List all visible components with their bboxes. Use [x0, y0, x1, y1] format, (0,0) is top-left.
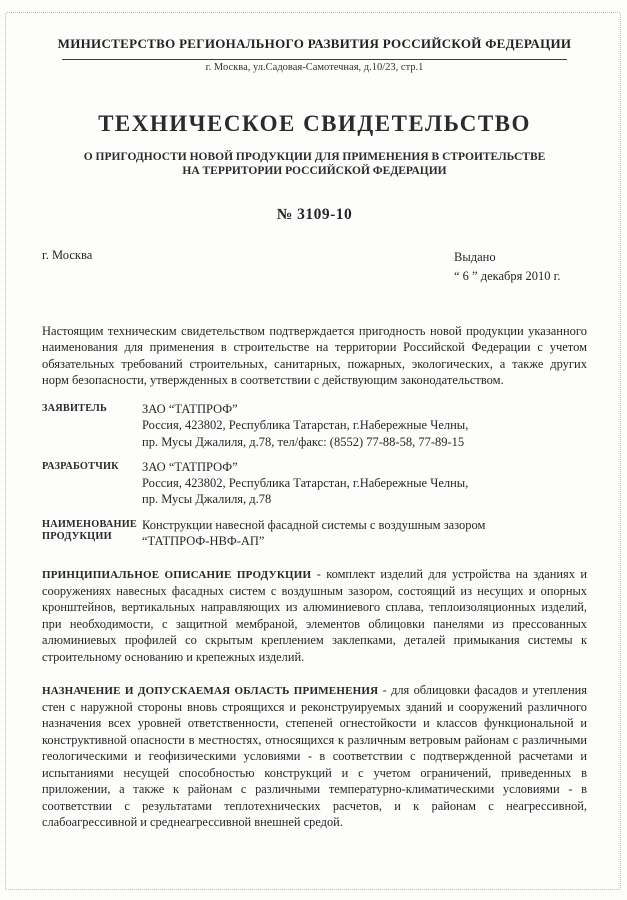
- ministry-address: г. Москва, ул.Садовая-Самотечная, д.10/23, стр.1: [205, 62, 424, 73]
- subtitle-line-2: НА ТЕРРИТОРИИ РОССИЙСКОЙ ФЕДЕРАЦИИ: [182, 165, 447, 178]
- section-application-scope: [42, 682, 587, 831]
- header-rule: [62, 59, 567, 60]
- field-label-applicant: ЗАЯВИТЕЛЬ: [42, 403, 108, 414]
- issued-date: “ 6 ” декабря 2010 г.: [454, 269, 561, 284]
- field-line: Россия, 423802, Республика Татарстан, г.Набережные Челны,: [142, 476, 469, 490]
- ministry-header: МИНИСТЕРСТВО РЕГИОНАЛЬНОГО РАЗВИТИЯ РОССИЙСКОЙ ФЕДЕРАЦИИ: [57, 36, 572, 51]
- document-title: ТЕХНИЧЕСКОЕ СВИДЕТЕЛЬСТВО: [98, 111, 531, 136]
- section-heading: НАЗНАЧЕНИЕ И ДОПУСКАЕМАЯ ОБЛАСТЬ ПРИМЕНЕНИЯ: [42, 685, 379, 698]
- field-line: “ТАТПРОФ-НВФ-АП”: [142, 533, 265, 548]
- field-row-developer: [42, 459, 587, 508]
- field-line: Россия, 423802, Республика Татарстан, г.Набережные Челны,: [142, 418, 469, 433]
- subtitle-line-1: О ПРИГОДНОСТИ НОВОЙ ПРОДУКЦИИ ДЛЯ ПРИМЕНЕНИЯ В СТРОИТЕЛЬСТВЕ: [83, 151, 546, 163]
- field-line: ЗАО “ТАТПРОФ”: [142, 402, 238, 416]
- certificate-number: № 3109-10: [276, 205, 353, 223]
- fields-block: [42, 401, 587, 549]
- section-text: - для облицовки фасадов и утепления стен с наружной стороны вновь строящихся и реконструируемых зданий и сооружений различного назначения всех уровней ответственности, степеней огнестойкости и классов функциональной и конструктивной опасности в местностях, относящихся к различным ветровым районам с различными геологическими и геофизическими условиями - в соответствии с подтвержденной расчетами и испытаниями несущей способностью конструкций и с учетом ограничений, приведенных в приложении, а также к районам с различными температурно-климатическими условиями - в соответствии с результатами теплотехнических расчетов, и к районам с неагрессивной, слабоагрессивной и среднеагрессивной внешней средой.: [42, 683, 587, 830]
- issued-label: Выдано: [454, 249, 496, 264]
- field-line: ЗАО “ТАТПРОФ”: [142, 459, 238, 474]
- document-subtitle: [42, 150, 587, 179]
- field-label-product-name: НАИМЕНОВАНИЕ ПРОДУКЦИИ: [42, 518, 138, 543]
- intro-paragraph: Настоящим техническим свидетельством подтверждается пригодность новой продукции указанного наименования для применения в строительстве на территории Российской Федерации с учетом обязательных требований строительных, санитарных, пожарных, экологических, а также других норм безопасности, утвержденных в соответствии с действующим законодательством.: [42, 323, 587, 388]
- issue-city: г. Москва: [42, 247, 93, 262]
- issue-row: [42, 248, 587, 287]
- field-line: пр. Мусы Джалиля, д.78: [142, 492, 272, 507]
- section-product-description: [42, 566, 587, 665]
- field-row-applicant: [42, 401, 587, 450]
- field-value-developer: [142, 459, 587, 508]
- field-value-applicant: [142, 401, 587, 450]
- section-text: - комплект изделий для устройства на зданиях и сооружениях навесных фасадных систем с воздушным зазором, состоящий из несущих и опорных кронштейнов, вертикальных направляющих из алюминиевого сплава, теплоизоляционных изделий, при необходимости, с защитной мембраной, элементов облицовки панелями из прессованных алюминиевых профилей со скрытым креплением заклепками, деталей примыкания системы к строительному основанию и крепежных изделий.: [42, 567, 587, 664]
- field-line: Конструкции навесной фасадной системы с воздушным зазором: [142, 517, 486, 532]
- field-label-developer: РАЗРАБОТЧИК: [42, 460, 119, 472]
- issue-block: [454, 248, 587, 287]
- field-line: пр. Мусы Джалиля, д.78, тел/факс: (8552) 77-88-58, 77-89-15: [142, 434, 465, 449]
- field-row-product-name: [42, 517, 587, 550]
- section-heading: ПРИНЦИПИАЛЬНОЕ ОПИСАНИЕ ПРОДУКЦИИ: [42, 569, 312, 581]
- field-value-product-name: [142, 517, 587, 550]
